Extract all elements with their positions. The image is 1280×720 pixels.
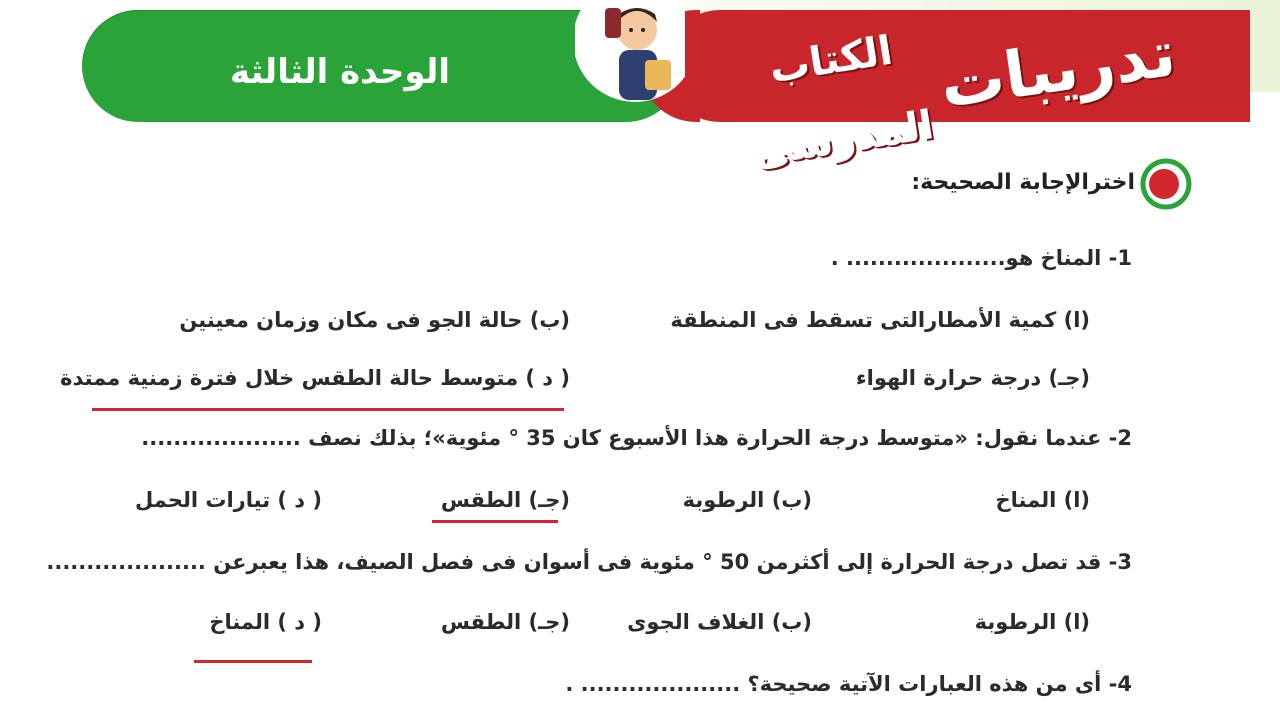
q2-option-b: (ب) الرطوبة <box>682 488 812 512</box>
question-2-text: عندما نقول: «متوسط درجة الحرارة هذا الأسبوع كان 35 ° مئوية»؛ بذلك نصف .................... <box>141 426 1102 450</box>
banner-title-exercises: تدريبات <box>935 16 1181 124</box>
section-heading: اخترالإجابة الصحيحة: <box>911 170 1135 195</box>
question-2-number: 2- <box>1108 426 1132 450</box>
q3-option-d: ( د ) المناخ <box>209 610 322 634</box>
question-1-number: 1- <box>1108 246 1132 270</box>
q1-option-b: (ب) حالة الجو فى مكان وزمان معينين <box>179 308 570 332</box>
question-3 <box>46 542 1132 582</box>
q2-option-c: (جـ) الطقس <box>440 488 570 512</box>
question-2 <box>141 418 1132 458</box>
q2-answer-underline <box>432 520 558 523</box>
q1-option-c: (جـ) درجة حرارة الهواء <box>855 366 1090 390</box>
q2-option-d: ( د ) تيارات الحمل <box>135 488 322 512</box>
q3-answer-underline <box>194 660 312 663</box>
question-4 <box>560 664 1132 704</box>
q1-option-a: (ا) كمية الأمطارالتى تسقط فى المنطقة <box>670 308 1090 332</box>
q3-option-a: (ا) الرطوبة <box>974 610 1090 634</box>
question-1-text: المناخ هو.................... . <box>830 246 1102 270</box>
banner-title-textbook: الكتاب المدرسى <box>750 27 937 176</box>
q2-option-a: (ا) المناخ <box>995 488 1090 512</box>
student-illustration <box>575 0 685 120</box>
question-1 <box>600 238 1132 278</box>
unit-title: الوحدة الثالثة <box>229 52 451 92</box>
q3-option-b: (ب) الغلاف الجوى <box>627 610 812 634</box>
question-4-text: أى من هذه العبارات الآتية صحيحة؟ .................... . <box>565 672 1102 696</box>
section-bullet-icon <box>1140 158 1192 210</box>
question-3-text: قد تصل درجة الحرارة إلى أكثرمن 50 ° مئوية فى أسوان فى فصل الصيف، هذا يعبرعن .................... <box>46 550 1102 574</box>
q1-answer-underline <box>92 408 564 411</box>
question-3-number: 3- <box>1108 550 1132 574</box>
q3-option-c: (جـ) الطقس <box>440 610 570 634</box>
q1-option-d: ( د ) متوسط حالة الطقس خلال فترة زمنية ممتدة <box>60 366 570 390</box>
question-4-number: 4- <box>1108 672 1132 696</box>
